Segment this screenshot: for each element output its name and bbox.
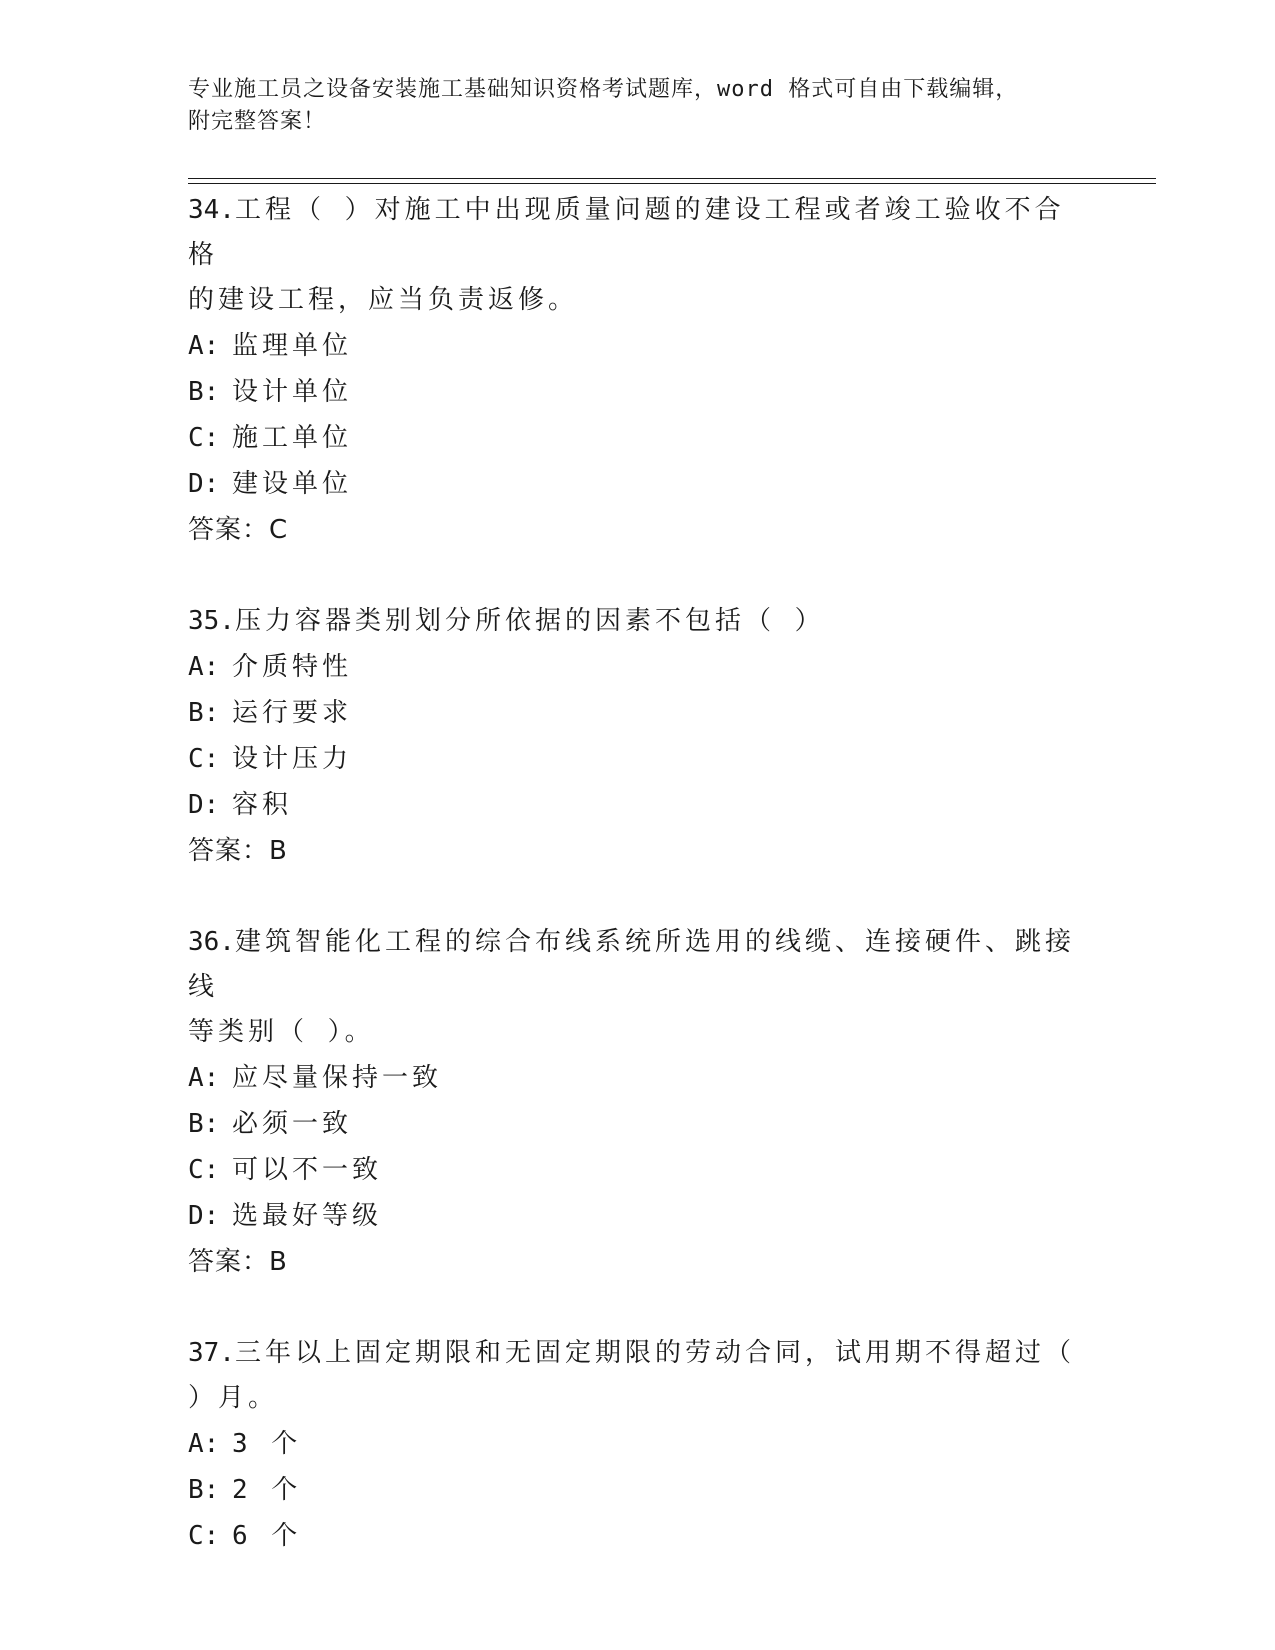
question-text-line-2: ）月。 (188, 1383, 279, 1413)
option-text: 监理单位 (232, 331, 353, 361)
option-text: 可以不一致 (232, 1155, 383, 1185)
option-d (188, 461, 1088, 507)
option-text: 设计压力 (232, 744, 353, 774)
question-text (188, 1331, 1088, 1376)
option-text: 容积 (232, 790, 293, 820)
question-text (188, 920, 1088, 1010)
question-list (188, 188, 1088, 1605)
option-text: 6 个 (232, 1521, 302, 1551)
option-d (188, 782, 1088, 828)
option-c (188, 1147, 1088, 1193)
question-number: 34. (188, 195, 235, 225)
option-text: 必须一致 (232, 1109, 353, 1139)
question-text-line-1: 压力容器类别划分所依据的因素不包括（ ） (234, 606, 825, 636)
option-b (188, 1101, 1088, 1147)
header-line-2: 附完整答案！ (188, 109, 327, 134)
option-label: D: (188, 790, 220, 820)
option-label: C: (188, 744, 220, 774)
document-header (188, 74, 1068, 138)
option-label: B: (188, 1109, 220, 1139)
option-label: A: (188, 1063, 220, 1093)
question-number: 37. (188, 1338, 235, 1368)
question-text-line-1: 三年以上固定期限和无固定期限的劳动合同，试用期不得超过（ (234, 1338, 1075, 1368)
option-text: 2 个 (232, 1475, 302, 1505)
answer: 答案：B (188, 1247, 288, 1277)
question-text (188, 188, 1088, 278)
option-label: D: (188, 1201, 220, 1231)
header-divider-top (188, 178, 1156, 179)
question-text-line-1: 工程（ ）对施工中出现质量问题的建设工程或者竣工验收不合格 (188, 195, 1065, 270)
option-b (188, 1467, 1088, 1513)
question-34 (188, 188, 1088, 553)
option-a (188, 323, 1088, 369)
question-37 (188, 1331, 1088, 1559)
option-label: A: (188, 652, 220, 682)
question-36 (188, 920, 1088, 1285)
option-label: A: (188, 331, 220, 361)
option-label: C: (188, 1155, 220, 1185)
option-c (188, 415, 1088, 461)
option-label: B: (188, 698, 220, 728)
question-35 (188, 599, 1088, 874)
option-c (188, 1513, 1088, 1559)
option-text: 应尽量保持一致 (232, 1063, 443, 1093)
option-text: 选最好等级 (232, 1201, 383, 1231)
question-number: 35. (188, 606, 235, 636)
option-label: D: (188, 469, 220, 499)
option-a (188, 1421, 1088, 1467)
option-c (188, 736, 1088, 782)
option-text: 施工单位 (232, 423, 353, 453)
option-b (188, 369, 1088, 415)
option-label: B: (188, 377, 220, 407)
option-a (188, 644, 1088, 690)
question-text-line-2: 的建设工程，应当负责返修。 (188, 285, 579, 315)
option-label: C: (188, 1521, 220, 1551)
option-label: C: (188, 423, 220, 453)
header-divider-bottom (188, 183, 1156, 184)
question-number: 36. (188, 927, 235, 957)
question-text (188, 599, 1088, 644)
option-label: B: (188, 1475, 220, 1505)
question-text-line-2: 等类别（ ）。 (188, 1017, 375, 1047)
option-text: 介质特性 (232, 652, 353, 682)
option-text: 3 个 (232, 1429, 302, 1459)
question-text-line-1: 建筑智能化工程的综合布线系统所选用的线缆、连接硬件、跳接线 (188, 927, 1075, 1002)
option-b (188, 690, 1088, 736)
answer: 答案：B (188, 836, 288, 866)
option-text: 运行要求 (232, 698, 353, 728)
option-d (188, 1193, 1088, 1239)
option-text: 设计单位 (232, 377, 353, 407)
answer: 答案：C (188, 515, 289, 545)
option-label: A: (188, 1429, 220, 1459)
option-text: 建设单位 (232, 469, 353, 499)
header-line-1: 专业施工员之设备安装施工基础知识资格考试题库，word 格式可自由下载编辑， (188, 77, 1019, 102)
option-a (188, 1055, 1088, 1101)
